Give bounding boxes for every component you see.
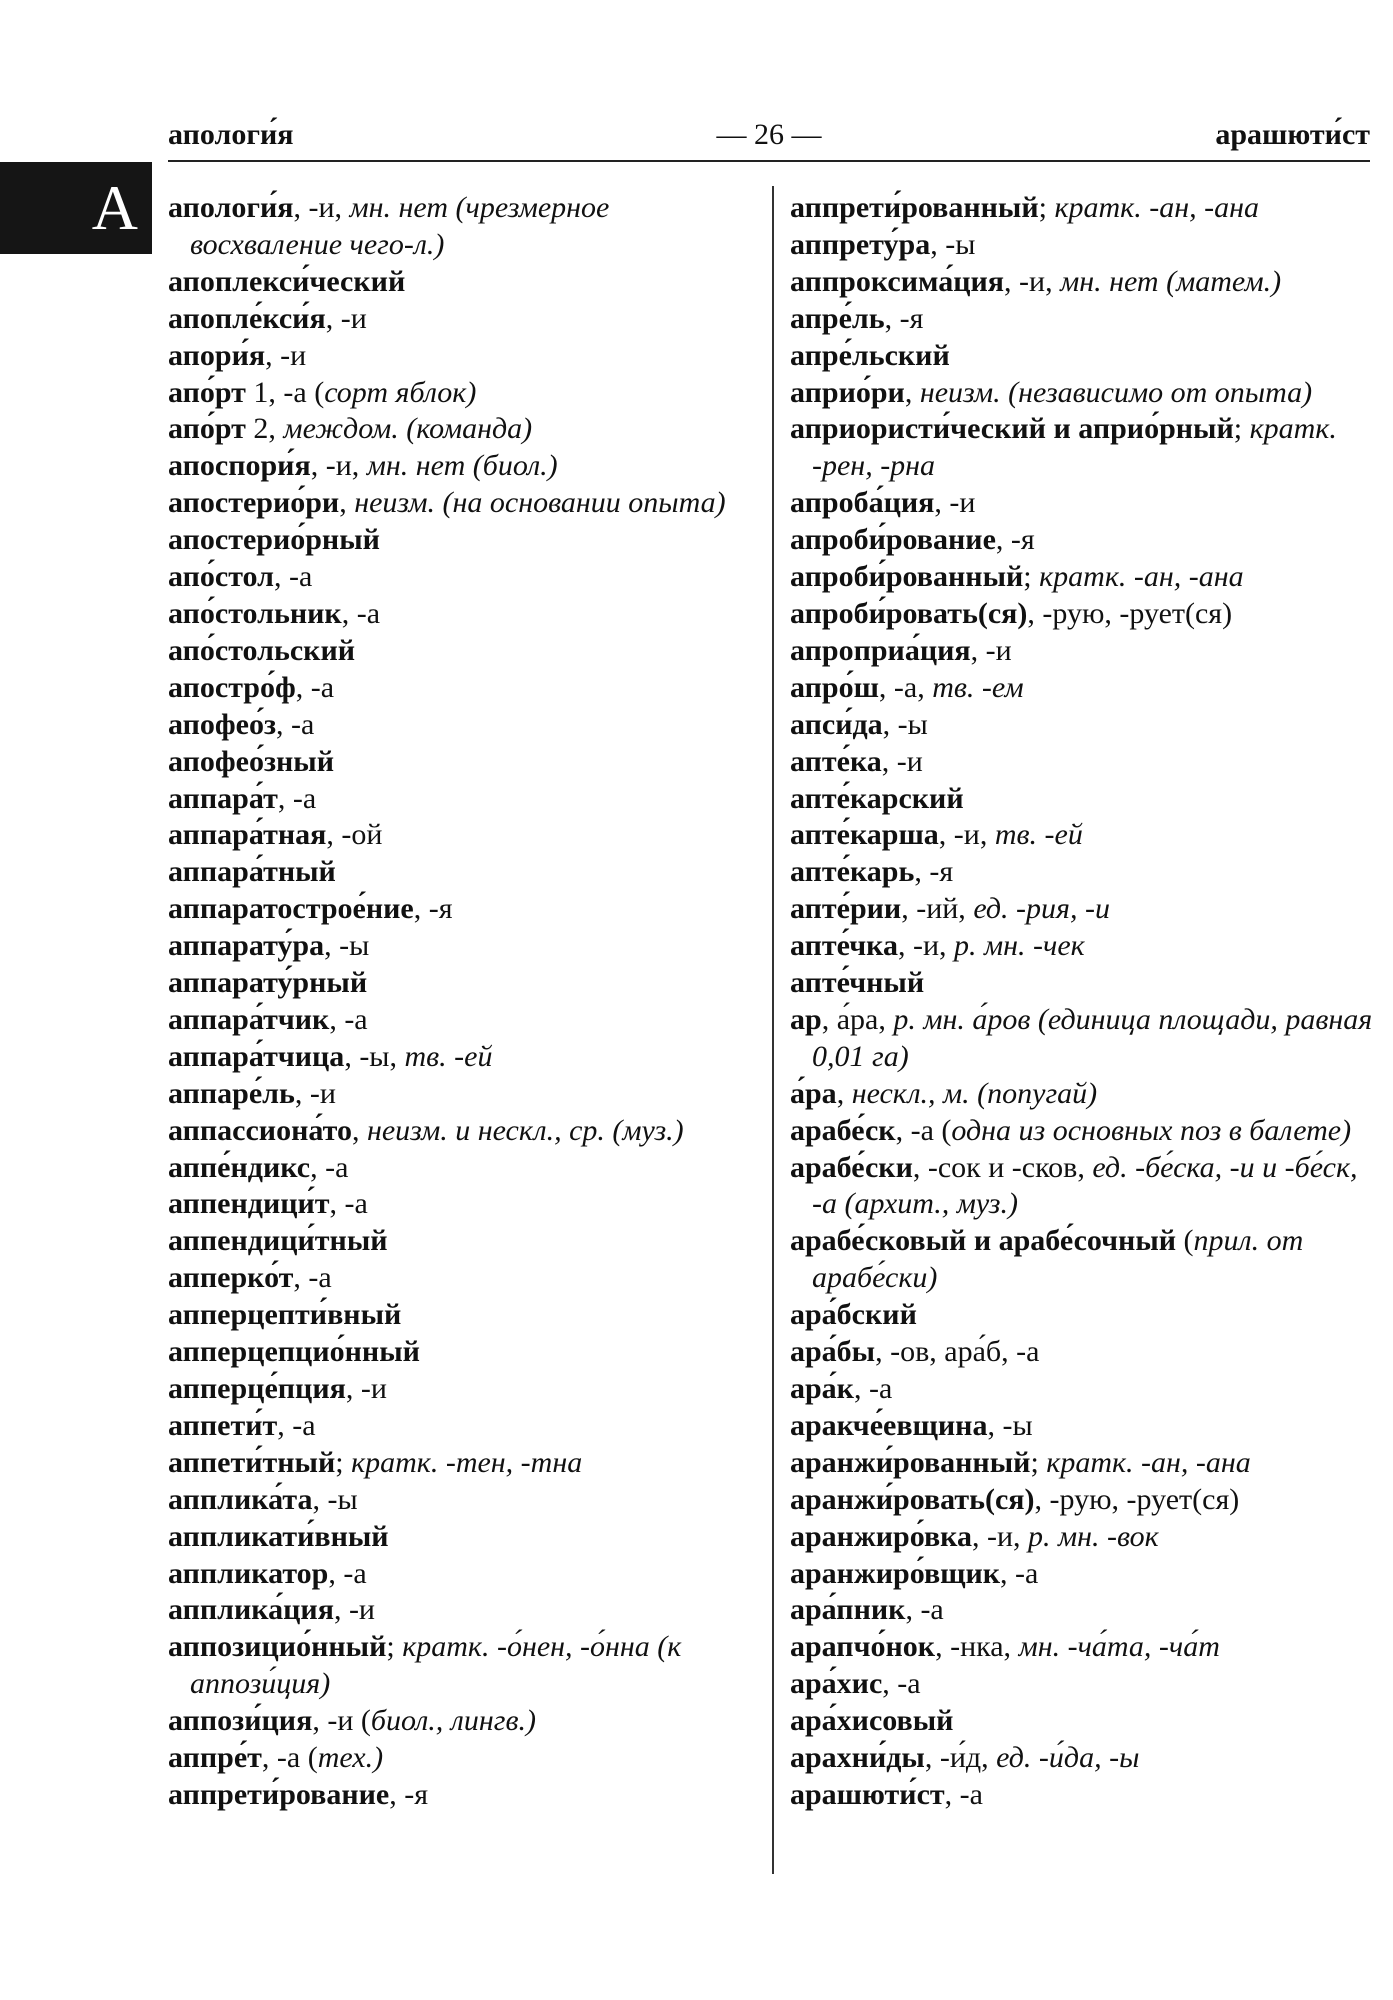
entry-headword: апостерио́рный <box>168 523 380 557</box>
entry-note: ед. -бе́ска, -и и -бе́ск, -а (архит., муз.) <box>812 1150 1358 1221</box>
entry-headword: апроби́ровать(ся) <box>790 596 1028 630</box>
dictionary-entry <box>168 1334 758 1371</box>
entry-grammar: , <box>351 1113 367 1147</box>
entry-note: кратк. -тен, -тна <box>351 1445 583 1479</box>
right-column <box>790 190 1380 1814</box>
entry-grammar: , -а <box>277 781 317 815</box>
entry-grammar: ; <box>1030 1445 1047 1479</box>
entry-grammar: , -и, <box>897 929 954 963</box>
dictionary-entry <box>790 1113 1380 1150</box>
entry-headword: ар <box>790 1002 822 1036</box>
entry-grammar: , -рую, -рует(ся) <box>1027 596 1233 630</box>
entry-note: одна из основных поз в балете) <box>951 1113 1352 1147</box>
entry-note: кратк. -ан, -ана <box>1046 1445 1251 1479</box>
entry-grammar: , -и, <box>310 449 367 483</box>
entry-headword: апори́я <box>168 338 266 372</box>
dictionary-entry <box>790 1777 1380 1814</box>
dictionary-entry <box>790 522 1380 559</box>
page-header <box>168 116 1370 162</box>
entry-note: нескл., м. (попугай) <box>851 1076 1098 1110</box>
entry-note: тв. -ем <box>932 670 1024 704</box>
dictionary-entry <box>168 1556 758 1593</box>
entry-headword: апте́чный <box>790 966 925 1000</box>
entry-grammar: , -а <box>293 1261 332 1295</box>
dictionary-entry <box>790 1666 1380 1703</box>
dictionary-entry <box>790 1703 1380 1740</box>
entry-headword: арахни́ды <box>790 1741 925 1775</box>
dictionary-entry <box>790 264 1380 301</box>
entry-headword: аранжиро́вка <box>790 1519 972 1553</box>
dictionary-entry <box>790 1556 1380 1593</box>
entry-grammar: , -а ( <box>895 1113 952 1147</box>
dictionary-entry <box>790 707 1380 744</box>
dictionary-entry <box>168 670 758 707</box>
entry-note: неизм. и нескл., ср. (муз.) <box>366 1113 684 1147</box>
entry-grammar: , -и <box>345 1372 387 1405</box>
entry-note: кратк. -ан, -ана <box>1039 560 1244 594</box>
entry-grammar: , -а <box>328 1556 367 1590</box>
entry-headword: апте́ка <box>790 744 882 778</box>
entry-grammar: , -а <box>1000 1556 1039 1590</box>
entry-headword: арабе́сковый и арабе́сочный <box>790 1224 1177 1258</box>
entry-headword: арабе́ск <box>790 1113 896 1147</box>
dictionary-entry <box>168 485 758 522</box>
entry-headword: аппе́ндикс <box>168 1150 311 1184</box>
entry-grammar: , -а <box>277 1408 316 1442</box>
entry-headword: апроби́рованный <box>790 560 1024 594</box>
entry-grammar: , -я <box>884 301 924 335</box>
dictionary-entry <box>168 596 758 633</box>
entry-grammar: , -а ( <box>261 1741 318 1775</box>
entry-note: тв. -ей <box>994 818 1083 852</box>
entry-note: прил. от арабе́ски) <box>812 1224 1304 1295</box>
entry-headword: апси́да <box>790 707 883 741</box>
entry-grammar: , -а <box>882 1667 921 1701</box>
entry-headword: апоспори́я <box>168 449 311 483</box>
dictionary-entry <box>168 1482 758 1519</box>
entry-headword: аппрету́ра <box>790 227 931 261</box>
entry-headword: ара́бы <box>790 1335 876 1369</box>
left-column <box>168 190 758 1814</box>
entry-headword: арабе́ски <box>790 1150 913 1184</box>
entry-grammar: , -ы <box>324 929 370 963</box>
entry-grammar: , -и <box>265 338 307 372</box>
entry-headword: аппассиона́то <box>168 1113 352 1147</box>
entry-headword: ара́хис <box>790 1667 883 1701</box>
dictionary-entry <box>168 448 758 485</box>
dictionary-entry <box>790 1482 1380 1519</box>
entry-headword: аппрети́рованный <box>790 191 1039 224</box>
dictionary-entry <box>168 744 758 781</box>
entry-headword: апо́рт <box>168 412 246 446</box>
dictionary-entry <box>790 1629 1380 1666</box>
dictionary-entry <box>790 227 1380 264</box>
entry-headword: апо́стол <box>168 560 274 594</box>
dictionary-entry <box>168 375 758 412</box>
entry-grammar: , -и, <box>938 818 995 852</box>
entry-headword: апперко́т <box>168 1261 294 1295</box>
dictionary-entry <box>790 190 1380 227</box>
right-running-headword: арашюти́ст <box>1215 118 1370 151</box>
entry-headword: апофео́зный <box>168 744 335 778</box>
entry-grammar: , -а <box>276 707 315 741</box>
entry-note: р. мн. -чек <box>954 929 1085 963</box>
entry-grammar: , -ы <box>987 1408 1033 1442</box>
entry-grammar: , -сок и -сков, <box>912 1150 1093 1184</box>
entry-grammar: , -ов, ара́б, -а <box>875 1335 1040 1369</box>
entry-headword: аппарату́ра <box>168 929 325 963</box>
dictionary-entry <box>790 1371 1380 1408</box>
entry-headword: ара́бский <box>790 1298 917 1332</box>
dictionary-entry <box>790 1740 1380 1777</box>
entry-headword: апперце́пция <box>168 1372 346 1405</box>
dictionary-entry <box>790 485 1380 522</box>
entry-headword: а́ра <box>790 1076 837 1110</box>
entry-grammar: , -и <box>970 633 1012 667</box>
entry-headword: апре́ль <box>790 301 885 335</box>
entry-grammar: , -ы, <box>344 1039 405 1073</box>
entry-headword: аранжи́ровать(ся) <box>790 1482 1035 1516</box>
dictionary-entry <box>168 1260 758 1297</box>
entry-headword: апте́карша <box>790 818 939 852</box>
entry-grammar: , -и <box>294 1076 336 1110</box>
entry-grammar: , -а <box>273 560 313 594</box>
entry-grammar: , -ы <box>930 227 976 261</box>
dictionary-entry <box>790 338 1380 375</box>
entry-headword: апперцепцио́нный <box>168 1335 420 1369</box>
dictionary-entry <box>790 1408 1380 1445</box>
entry-grammar: , -ий, <box>901 892 974 926</box>
entry-headword: аппликатор <box>168 1556 329 1590</box>
entry-grammar: , <box>904 375 920 409</box>
dictionary-entry <box>790 965 1380 1002</box>
dictionary-entry <box>168 633 758 670</box>
entry-grammar: 2, <box>245 412 284 446</box>
dictionary-entry <box>168 1371 758 1408</box>
entry-note: мн. нет (матем.) <box>1060 264 1282 298</box>
dictionary-entry <box>168 1740 758 1777</box>
entry-grammar: , -и, <box>971 1519 1029 1553</box>
entry-grammar: , -нка, <box>935 1630 1019 1664</box>
entry-grammar: , -и <box>934 486 976 520</box>
entry-grammar: ; <box>1023 560 1040 594</box>
entry-headword: апостро́ф <box>168 670 296 704</box>
dictionary-entry <box>168 707 758 744</box>
entry-grammar: , -и, <box>293 191 350 224</box>
entry-note: р. мн. а́ров (единица площади, равная 0,01 га) <box>812 1002 1373 1073</box>
dictionary-entry <box>790 1002 1380 1076</box>
dictionary-entry <box>168 338 758 375</box>
entry-note: кратк. -рен, -рна <box>812 412 1337 483</box>
entry-headword: апопле́кси́я <box>168 301 326 335</box>
dictionary-entry <box>790 1150 1380 1224</box>
page-number: — 26 — <box>716 118 822 151</box>
entry-grammar: , -а <box>853 1372 893 1405</box>
dictionary-entry <box>168 1113 758 1150</box>
entry-headword: ара́хисовый <box>790 1704 954 1738</box>
entry-grammar: , -я <box>413 892 453 926</box>
entry-note: ед. -рия, -и <box>973 892 1110 926</box>
dictionary-entry <box>790 375 1380 412</box>
entry-grammar: , -а <box>329 1002 368 1036</box>
dictionary-entry <box>168 1223 758 1260</box>
entry-headword: аппликати́вный <box>168 1519 389 1553</box>
dictionary-entry <box>168 1002 758 1039</box>
entry-headword: апо́рт <box>168 375 246 409</box>
entry-headword: аппрети́рование <box>168 1777 390 1811</box>
dictionary-entry <box>168 1039 758 1076</box>
dictionary-entry <box>168 1076 758 1113</box>
dictionary-entry <box>790 817 1380 854</box>
entry-headword: апплика́ция <box>168 1593 334 1627</box>
entry-grammar: , -а <box>905 1593 944 1627</box>
entry-grammar: ; <box>1233 412 1250 446</box>
entry-headword: апте́чка <box>790 929 898 963</box>
entry-headword: ара́пник <box>790 1593 906 1627</box>
dictionary-entry <box>168 1408 758 1445</box>
entry-grammar: , а́ра, <box>821 1002 894 1036</box>
entry-headword: аппети́т <box>168 1408 278 1442</box>
section-letter: А <box>91 172 138 243</box>
dictionary-entry <box>168 1150 758 1187</box>
dictionary-entry <box>168 522 758 559</box>
entry-headword: аранжиро́вщик <box>790 1556 1001 1590</box>
dictionary-entry <box>790 891 1380 928</box>
entry-grammar: , -и <box>333 1593 375 1627</box>
entry-grammar: ; <box>335 1445 352 1479</box>
dictionary-entry <box>168 781 758 818</box>
entry-grammar: , -и ( <box>312 1704 371 1738</box>
dictionary-entry <box>168 264 758 301</box>
dictionary-entry <box>790 928 1380 965</box>
entry-headword: апре́льский <box>790 338 950 372</box>
entry-headword: арапчо́нок <box>790 1630 936 1664</box>
entry-headword: апте́рии <box>790 892 902 926</box>
dictionary-entry <box>790 1334 1380 1371</box>
entry-headword: апперцепти́вный <box>168 1298 402 1332</box>
entry-headword: апте́карь <box>790 855 915 889</box>
entry-headword: ара́к <box>790 1372 854 1405</box>
entry-headword: апте́карский <box>790 781 964 815</box>
entry-grammar: , -я <box>389 1777 429 1811</box>
entry-note: ед. -и́да, -ы <box>996 1741 1140 1775</box>
dictionary-entry <box>168 1629 758 1703</box>
entry-grammar: , -а <box>341 596 381 630</box>
dictionary-entry <box>168 1519 758 1556</box>
entry-headword: апоплекси́ческий <box>168 264 406 298</box>
entry-headword: апологи́я <box>168 191 294 224</box>
dictionary-entry <box>790 744 1380 781</box>
dictionary-entry <box>790 1076 1380 1113</box>
dictionary-entry <box>790 559 1380 596</box>
entry-grammar: , -ы <box>882 707 928 741</box>
dictionary-entry <box>168 965 758 1002</box>
entry-grammar: , -и́д, <box>924 1741 997 1775</box>
entry-grammar: , -а <box>310 1150 349 1184</box>
dictionary-entry <box>790 854 1380 891</box>
section-letter-tab <box>0 162 152 254</box>
entry-headword: апроба́ция <box>790 486 935 520</box>
entry-headword: апроприа́ция <box>790 633 971 667</box>
entry-grammar: , -а <box>944 1777 983 1811</box>
entry-note: неизм. (на основании опыта) <box>354 486 726 520</box>
entry-grammar: , <box>836 1076 852 1110</box>
entry-headword: аппара́т <box>168 781 278 815</box>
entry-note: неизм. (независимо от опыта) <box>919 375 1313 409</box>
entry-note: мн. нет (чрезмерное восхваление чего-л.) <box>190 191 610 261</box>
entry-headword: аракче́евщина <box>790 1408 988 1442</box>
entry-headword: априористи́ческий и априо́рный <box>790 412 1234 446</box>
dictionary-entry <box>168 928 758 965</box>
entry-grammar: , -я <box>914 855 954 889</box>
column-divider <box>772 186 774 1874</box>
dictionary-entry <box>790 1592 1380 1629</box>
entry-grammar: ; <box>1038 191 1055 224</box>
dictionary-entry <box>790 1519 1380 1556</box>
dictionary-entry <box>168 1703 758 1740</box>
entry-grammar: , -рую, -рует(ся) <box>1034 1482 1240 1516</box>
entry-headword: аппара́тчик <box>168 1002 330 1036</box>
entry-note: тв. -ей <box>404 1039 493 1073</box>
entry-headword: аппети́тный <box>168 1445 336 1479</box>
dictionary-entry <box>790 670 1380 707</box>
entry-note: биол., лингв.) <box>370 1704 536 1738</box>
entry-headword: апостерио́ри <box>168 486 340 520</box>
dictionary-entry <box>790 1445 1380 1482</box>
entry-headword: аппендици́т <box>168 1187 330 1221</box>
entry-grammar: 1, -а ( <box>245 375 325 409</box>
entry-note: мн. нет (биол.) <box>366 449 558 483</box>
dictionary-entry <box>168 411 758 448</box>
entry-grammar: , -а, <box>878 670 933 704</box>
entry-headword: апроби́рование <box>790 523 996 557</box>
dictionary-entry <box>168 1297 758 1334</box>
entry-headword: апро́ш <box>790 670 879 704</box>
entry-headword: арашюти́ст <box>790 1777 945 1811</box>
entry-headword: аппара́тный <box>168 855 336 889</box>
entry-headword: аппаре́ль <box>168 1076 295 1110</box>
entry-headword: аппара́тная <box>168 818 327 852</box>
dictionary-entry <box>790 781 1380 818</box>
entry-grammar: , -а <box>329 1187 368 1221</box>
entry-note: р. мн. -вок <box>1028 1519 1159 1553</box>
entry-headword: аппози́ция <box>168 1704 313 1738</box>
entry-note: междом. (команда) <box>283 412 533 446</box>
dictionary-entry <box>168 1777 758 1814</box>
entry-headword: аппара́тчица <box>168 1039 345 1073</box>
entry-grammar: ( <box>1176 1224 1194 1258</box>
entry-grammar: , -а <box>295 670 335 704</box>
dictionary-entry <box>168 1186 758 1223</box>
entry-headword: аппарату́рный <box>168 966 368 1000</box>
entry-grammar: ; <box>386 1630 403 1664</box>
dictionary-entry <box>168 817 758 854</box>
dictionary-entry <box>168 1445 758 1482</box>
dictionary-entry <box>168 854 758 891</box>
entry-note: кратк. -ан, -ана <box>1054 191 1259 224</box>
entry-grammar: , -ой <box>326 818 383 852</box>
dictionary-entry <box>168 190 758 264</box>
entry-grammar: , -ы <box>312 1482 358 1516</box>
dictionary-entry <box>168 301 758 338</box>
entry-headword: апо́стольник <box>168 596 342 630</box>
entry-headword: аппозицио́нный <box>168 1630 387 1664</box>
entry-headword: априо́ри <box>790 375 905 409</box>
entry-grammar: , <box>339 486 355 520</box>
dictionary-entry <box>790 301 1380 338</box>
dictionary-entry <box>168 559 758 596</box>
entry-headword: апплика́та <box>168 1482 313 1516</box>
entry-note: тех.) <box>317 1741 384 1775</box>
dictionary-entry <box>168 1592 758 1629</box>
entry-headword: аппроксима́ция <box>790 264 1005 298</box>
entry-grammar: , -и <box>325 301 367 335</box>
entry-headword: апофео́з <box>168 707 277 741</box>
dictionary-entry <box>790 1223 1380 1297</box>
left-running-headword: апологи́я <box>168 118 294 151</box>
dictionary-entry <box>790 411 1380 485</box>
entry-headword: аппре́т <box>168 1741 262 1775</box>
entry-note: кратк. -о́нен, -о́нна (к аппози́ция) <box>190 1630 682 1701</box>
entry-headword: аранжи́рованный <box>790 1445 1031 1479</box>
entry-note: мн. -ча́та, -ча́т <box>1018 1630 1220 1664</box>
entry-headword: аппендици́тный <box>168 1224 388 1258</box>
dictionary-entry <box>790 596 1380 633</box>
entry-note: сорт яблок) <box>324 375 477 409</box>
dictionary-entry <box>790 633 1380 670</box>
dictionary-entry <box>168 891 758 928</box>
entry-headword: апо́стольский <box>168 633 356 667</box>
entry-headword: аппаратострое́ние <box>168 892 414 926</box>
entry-grammar: , -и, <box>1004 264 1061 298</box>
entry-grammar: , -и <box>881 744 923 778</box>
dictionary-entry <box>790 1297 1380 1334</box>
entry-grammar: , -я <box>995 523 1035 557</box>
